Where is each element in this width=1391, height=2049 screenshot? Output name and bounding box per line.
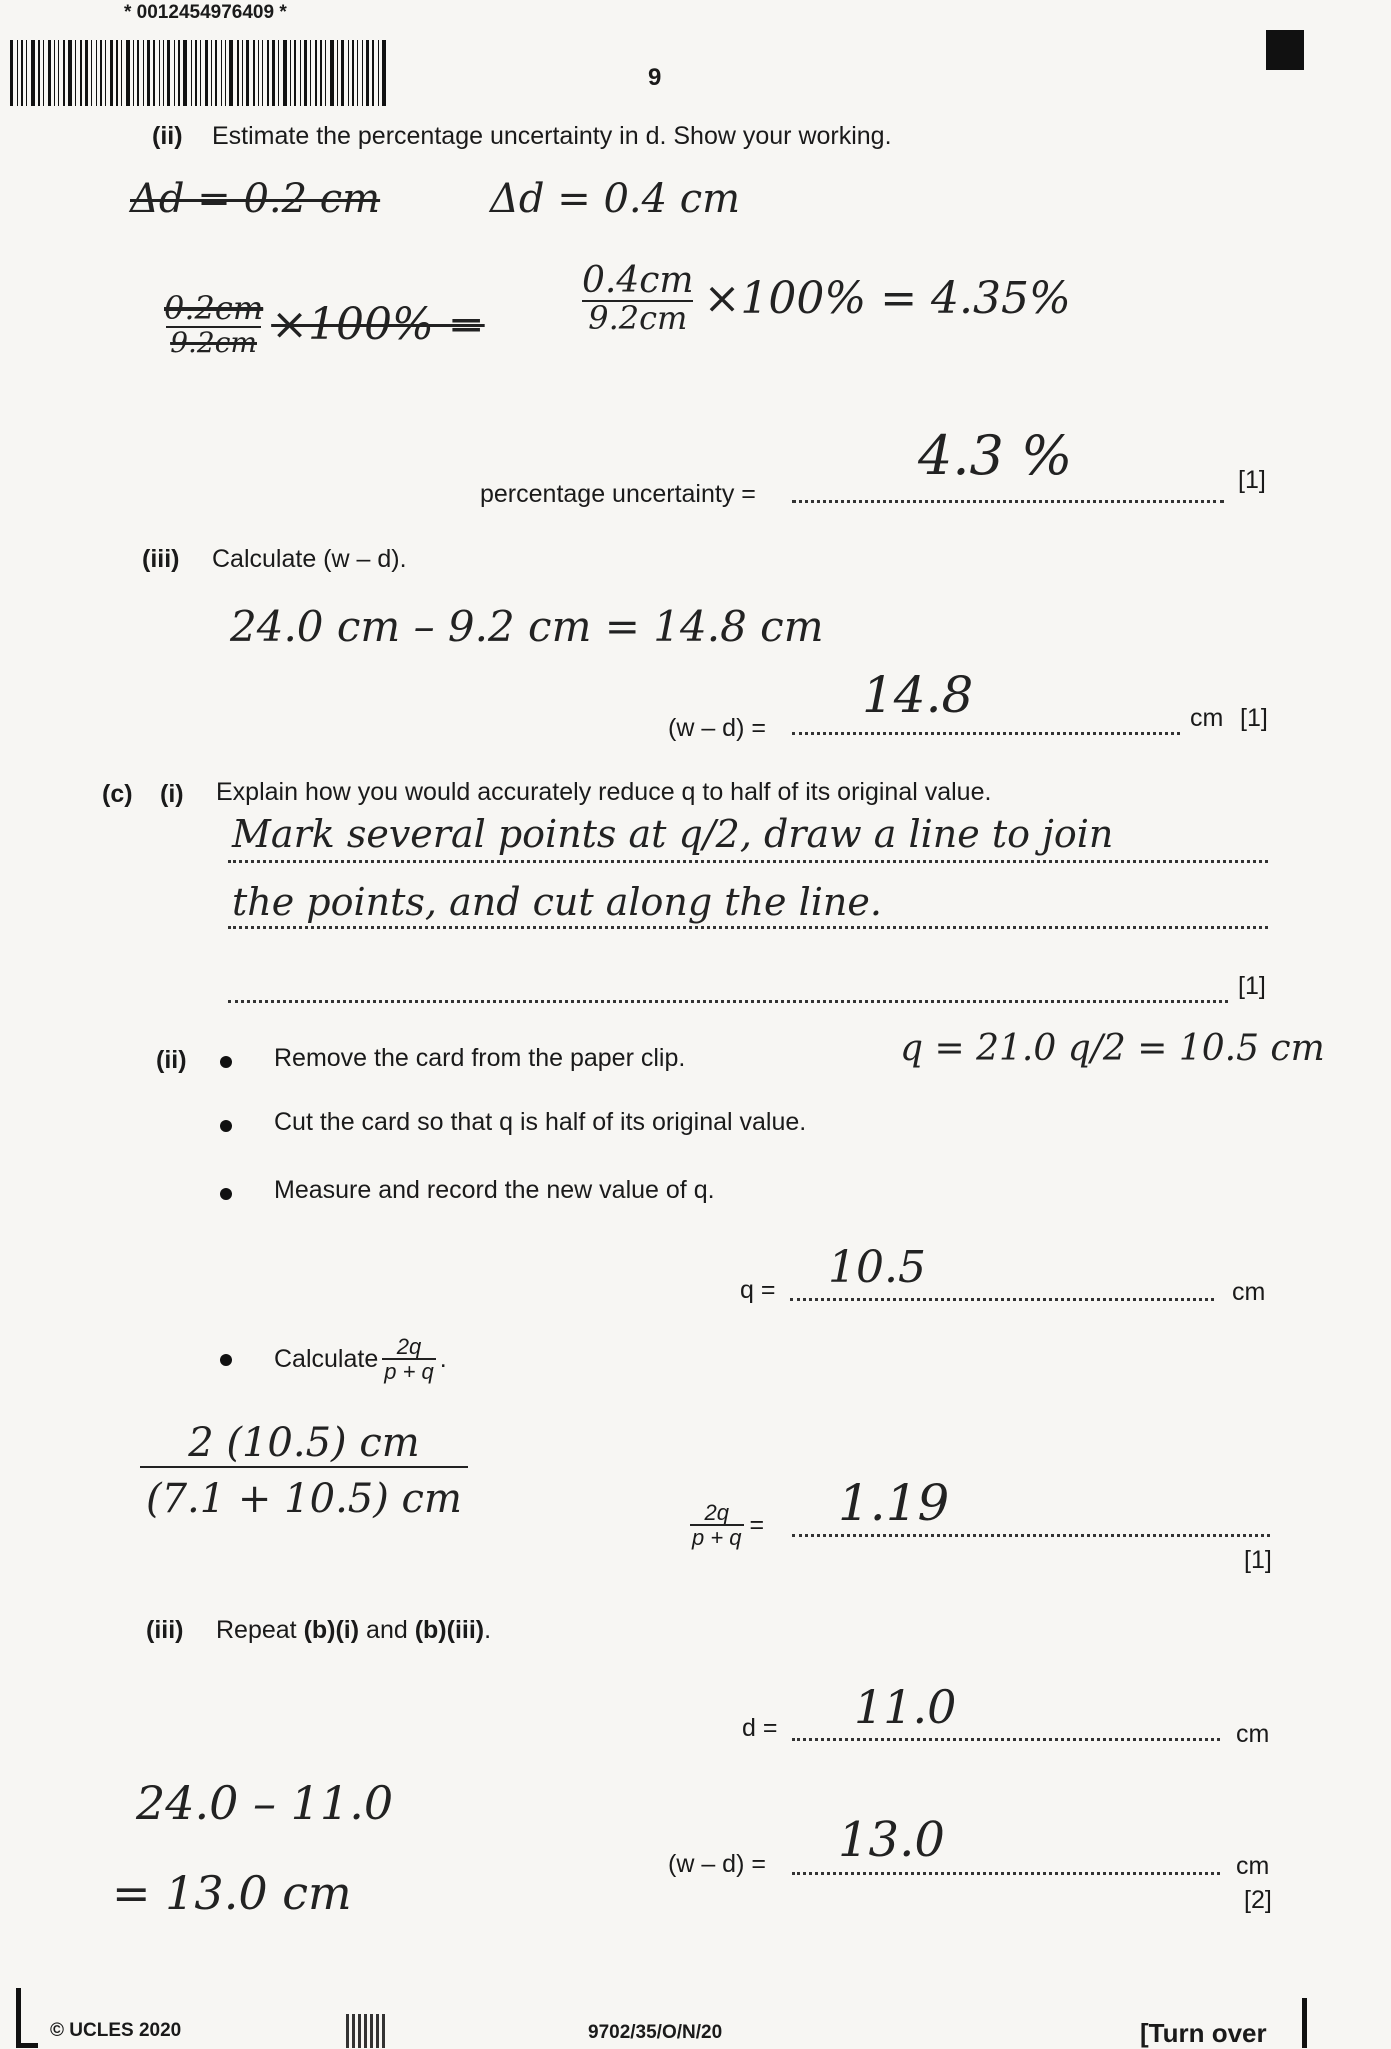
q-answer-line xyxy=(790,1298,1214,1301)
barcode-bar xyxy=(68,40,72,106)
hw-c3-work2: = 13.0 cm xyxy=(112,1866,352,1920)
barcode-bar xyxy=(341,40,344,106)
b3-answer-line xyxy=(792,732,1180,735)
barcode-bar xyxy=(105,40,106,106)
b2-answer[interactable]: 4.3 % xyxy=(918,424,1073,487)
c1-label: (i) xyxy=(160,780,184,808)
barcode-bar xyxy=(100,40,102,106)
b2-prompt: Estimate the percentage uncertainty in d. Show your working. xyxy=(212,122,892,150)
calc-expression: Calculate $\frac{2q}{p + q}$ . xyxy=(274,1333,447,1384)
hw-frac-den: 9.2cm xyxy=(582,300,693,336)
b3-prompt: Calculate (w – d). xyxy=(212,545,407,573)
barcode-bar xyxy=(200,40,201,106)
barcode-bar xyxy=(294,40,296,106)
barcode-bar xyxy=(38,40,40,106)
q-answer[interactable]: 10.5 xyxy=(828,1242,926,1293)
barcode-bar xyxy=(382,40,386,106)
bullet-4 xyxy=(220,1354,232,1366)
c2-bullet2: Cut the card so that q is half of its original value. xyxy=(274,1108,807,1136)
hw-c2-num: 2 (10.5) cm xyxy=(188,1420,420,1466)
barcode-bar xyxy=(225,40,226,106)
barcode-bar xyxy=(300,40,301,106)
b3-label: (iii) xyxy=(142,545,180,573)
barcode-bar xyxy=(320,40,322,106)
barcode-bar xyxy=(378,40,379,106)
ratio-num: 2q xyxy=(704,1499,730,1525)
barcode-bar xyxy=(337,40,338,106)
footer-right-bracket xyxy=(1302,1998,1307,2048)
barcode-bar xyxy=(267,40,269,106)
barcode-bar xyxy=(304,40,307,106)
barcode-bar xyxy=(237,40,239,106)
turn-over: [Turn over xyxy=(1140,2018,1267,2048)
barcode-bar xyxy=(153,40,155,106)
barcode-bar xyxy=(126,40,130,106)
hw-struck-delta: Δd = 0.2 cm xyxy=(130,176,381,222)
barcode xyxy=(10,40,532,106)
barcode-bar xyxy=(278,40,279,106)
hw-frac-num: 0.4cm xyxy=(582,260,694,301)
hw-c2-den: (7.1 + 10.5) cm xyxy=(140,1466,468,1522)
registration-mark xyxy=(1266,30,1304,70)
c2-bullet1: Remove the card from the paper clip. xyxy=(274,1044,686,1072)
barcode-bar xyxy=(215,40,217,106)
c2-label: (ii) xyxy=(156,1046,187,1074)
copyright: © UCLES 2020 xyxy=(50,2020,182,2041)
hw-struck-num: 0.2cm xyxy=(164,289,264,327)
b2-answer-label: percentage uncertainty = xyxy=(480,480,756,508)
barcode-bar xyxy=(372,40,374,106)
hw-working xyxy=(576,262,1071,335)
q-label: q = xyxy=(740,1276,776,1304)
barcode-bar xyxy=(43,40,44,106)
barcode-bar xyxy=(191,40,192,106)
b3-marks: [1] xyxy=(1240,704,1268,732)
b3-unit: cm xyxy=(1190,704,1224,732)
barcode-bar xyxy=(26,40,27,106)
barcode-bar xyxy=(174,40,175,106)
c2-marks: [1] xyxy=(1244,1546,1272,1574)
c1-marks: [1] xyxy=(1238,972,1266,1000)
barcode-bar xyxy=(96,40,97,106)
c1-line-2 xyxy=(228,926,1268,929)
barcode-bar xyxy=(143,40,144,106)
wd-unit: cm xyxy=(1236,1852,1270,1880)
barcode-bar xyxy=(110,40,113,106)
hw-frac-rest: ×100% = 4.35% xyxy=(703,273,1071,325)
barcode-bar xyxy=(63,40,65,106)
d-unit: cm xyxy=(1236,1720,1270,1748)
q-unit: cm xyxy=(1232,1278,1266,1306)
hw-c1-line2: the points, and cut along the line. xyxy=(232,880,882,924)
ratio-label: $\frac{2q}{p + q}$ = xyxy=(692,1499,765,1550)
barcode-bar xyxy=(159,40,160,106)
bullet-2 xyxy=(220,1120,232,1132)
c3-marks: [2] xyxy=(1244,1886,1272,1914)
barcode-bar xyxy=(348,40,349,106)
barcode-bar xyxy=(58,40,59,106)
c1-line-1 xyxy=(228,860,1268,863)
barcode-bar xyxy=(54,40,55,106)
c-part-label: (c) xyxy=(102,780,133,808)
hw-struck-working xyxy=(160,289,485,359)
barcode-bar xyxy=(178,40,180,106)
barcode-bar xyxy=(163,40,164,106)
hw-struck-rest: ×100% = xyxy=(271,298,485,350)
barcode-bar xyxy=(183,40,187,106)
barcode-bar xyxy=(195,40,197,106)
qr-code xyxy=(346,2014,386,2048)
footer-left-bracket xyxy=(16,1988,21,2048)
barcode-bar xyxy=(48,40,51,106)
barcode-bar xyxy=(315,40,317,106)
paper-code: 9702/35/O/N/20 xyxy=(588,2022,723,2043)
barcode-bar xyxy=(75,40,76,106)
b2-answer-line xyxy=(792,500,1224,503)
barcode-bar xyxy=(357,40,358,106)
hw-b3-work: 24.0 cm – 9.2 cm = 14.8 cm xyxy=(230,602,824,651)
barcode-bar xyxy=(310,40,311,106)
c1-line-3 xyxy=(228,1000,1228,1003)
barcode-bar xyxy=(258,40,259,106)
barcode-bar xyxy=(137,40,139,106)
barcode-bar xyxy=(211,40,212,106)
barcode-bar xyxy=(325,40,326,106)
hw-struck-den: 9.2cm xyxy=(166,326,261,357)
c3-prompt: Repeat (b)(i) and (b)(iii). xyxy=(216,1616,492,1644)
barcode-bar xyxy=(262,40,263,106)
barcode-bar xyxy=(366,40,369,106)
hw-c1-line1: Mark several points at q/2, draw a line to join xyxy=(232,812,1114,856)
barcode-bar xyxy=(21,40,23,106)
barcode-bar xyxy=(85,40,88,106)
ratio-answer[interactable]: 1.19 xyxy=(838,1474,950,1532)
d-answer[interactable]: 11.0 xyxy=(854,1680,957,1734)
hw-delta: Δd = 0.4 cm xyxy=(490,176,741,222)
wd-answer[interactable]: 13.0 xyxy=(838,1812,945,1868)
barcode-bar xyxy=(10,40,13,106)
barcode-bar xyxy=(330,40,334,106)
bullet-1 xyxy=(220,1056,232,1068)
barcode-bar xyxy=(121,40,122,106)
barcode-bar xyxy=(31,40,35,106)
hw-c2-fraction xyxy=(140,1420,468,1522)
barcode-bar xyxy=(205,40,208,106)
c1-prompt: Explain how you would accurately reduce q to half of its original value. xyxy=(216,778,992,806)
ratio-answer-line xyxy=(792,1534,1270,1537)
barcode-bar xyxy=(272,40,275,106)
barcode-bar xyxy=(80,40,82,106)
wd-label: (w – d) = xyxy=(668,1850,766,1878)
d-answer-line xyxy=(792,1738,1220,1741)
hw-c3-work1: 24.0 – 11.0 xyxy=(136,1776,394,1830)
barcode-bar xyxy=(116,40,118,106)
bullet-3 xyxy=(220,1188,232,1200)
footer-left-bracket-foot xyxy=(16,2043,38,2048)
barcode-bar xyxy=(17,40,18,106)
b2-marks: [1] xyxy=(1238,466,1266,494)
c3-label: (iii) xyxy=(146,1616,184,1644)
barcode-bar xyxy=(283,40,287,106)
b2-label: (ii) xyxy=(152,122,183,150)
barcode-bar xyxy=(133,40,134,106)
barcode-bar xyxy=(167,40,170,106)
barcode-bar xyxy=(229,40,233,106)
barcode-bar xyxy=(242,40,243,106)
page-number: 9 xyxy=(648,64,662,91)
calc-den: p + q xyxy=(384,1359,434,1384)
calc-num: 2q xyxy=(396,1333,422,1359)
barcode-bar xyxy=(246,40,249,106)
b3-answer-label: (w – d) = xyxy=(668,714,766,742)
hw-c2-side: q = 21.0 q/2 = 10.5 cm xyxy=(900,1028,1325,1069)
ratio-den: p + q xyxy=(692,1525,742,1550)
c2-bullet4: Calculate xyxy=(274,1344,379,1373)
wd-answer-line xyxy=(792,1872,1220,1875)
barcode-bar xyxy=(352,40,354,106)
barcode-bar xyxy=(147,40,150,106)
barcode-bar xyxy=(362,40,363,106)
barcode-bar xyxy=(221,40,222,106)
barcode-bar xyxy=(91,40,92,106)
barcode-text: * 0012454976409 * xyxy=(124,2,287,23)
b3-answer[interactable]: 14.8 xyxy=(862,666,974,724)
c2-bullet3: Measure and record the new value of q. xyxy=(274,1176,715,1204)
d-label: d = xyxy=(742,1714,778,1742)
barcode-bar xyxy=(253,40,255,106)
barcode-bar xyxy=(290,40,291,106)
